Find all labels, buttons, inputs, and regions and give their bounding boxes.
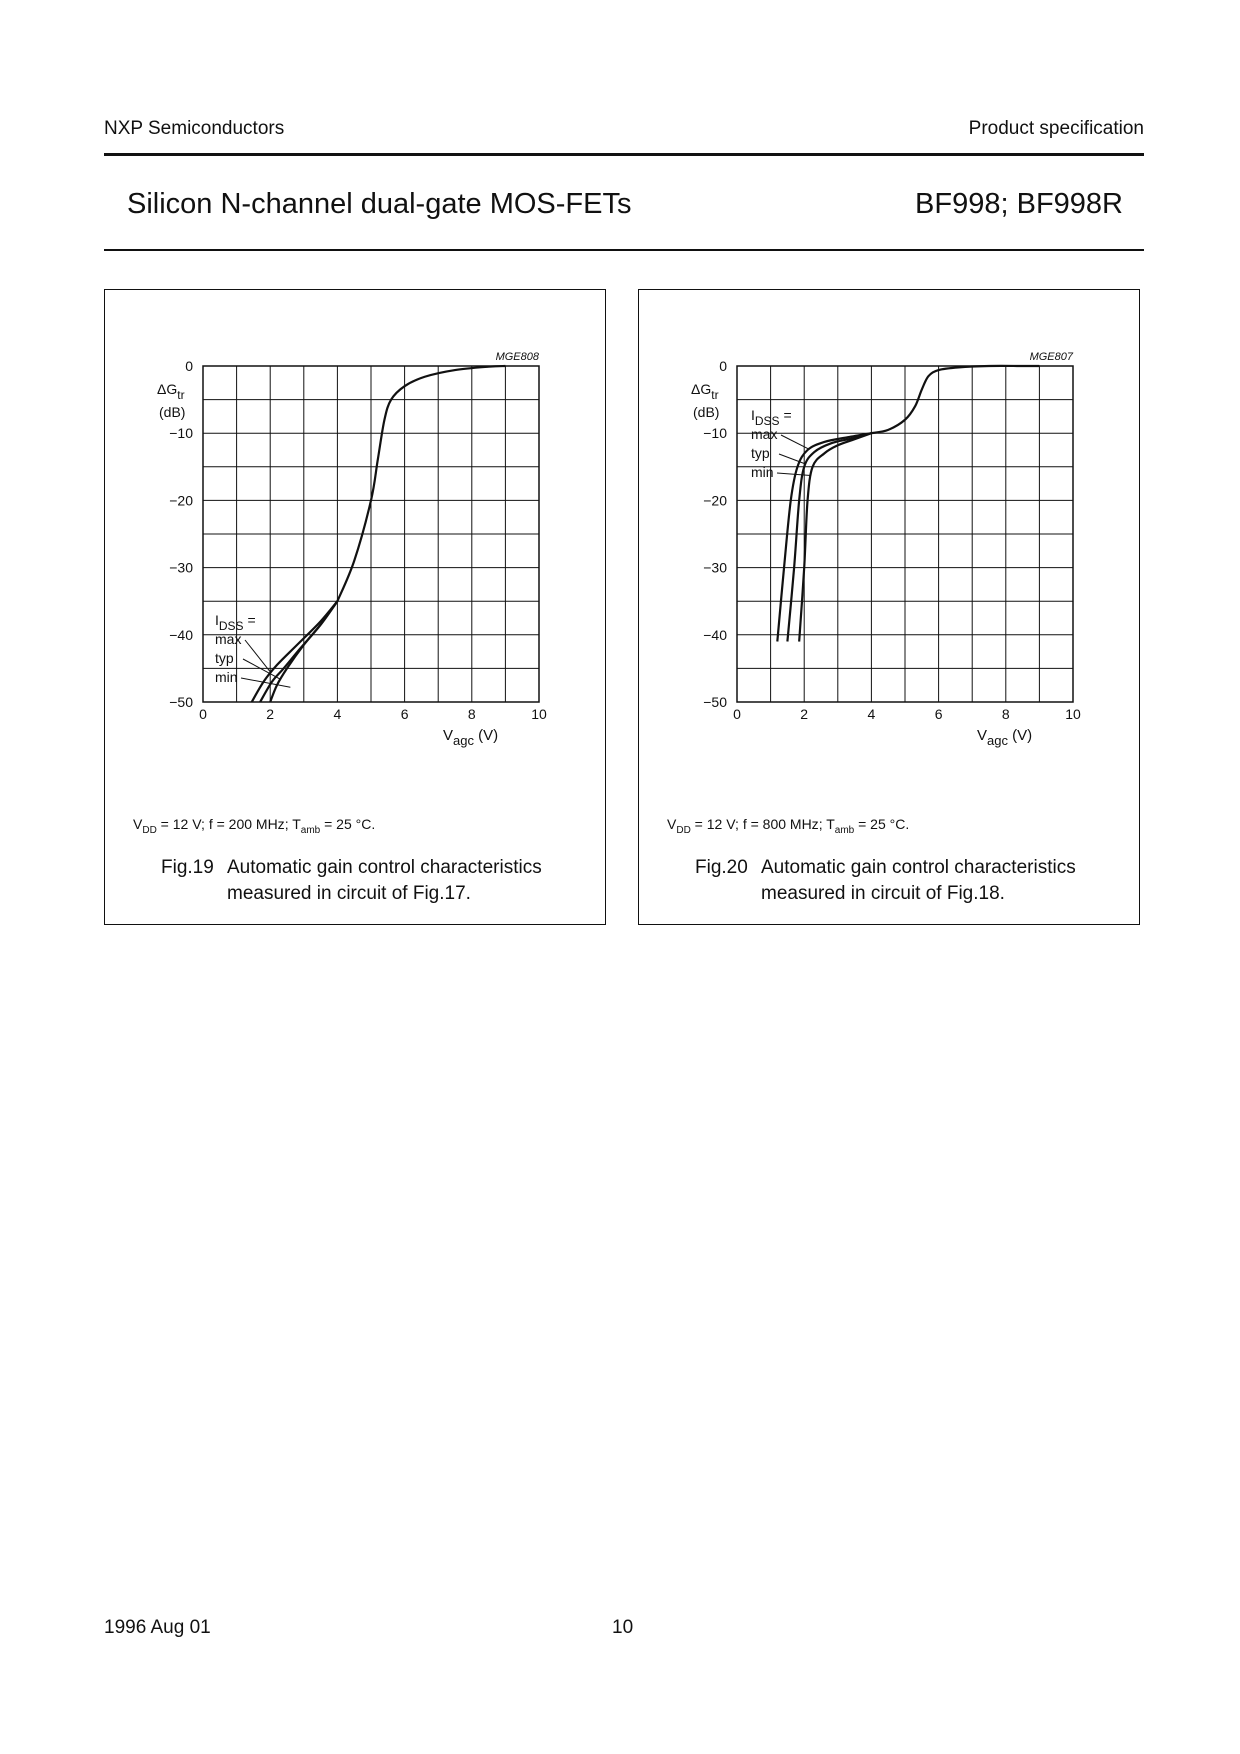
y-tick-label: −40 bbox=[169, 626, 193, 643]
caption-line-2: measured in circuit of Fig.18. bbox=[761, 883, 1005, 904]
x-tick-label: 2 bbox=[266, 706, 275, 722]
chart-fig20 bbox=[639, 290, 1139, 790]
y-tick-label: −50 bbox=[703, 694, 727, 710]
x-tick-label: 10 bbox=[1065, 706, 1081, 722]
y-tick-label: −30 bbox=[169, 559, 193, 576]
x-tick-label: 4 bbox=[333, 706, 342, 722]
header-rule bbox=[104, 153, 1144, 156]
figure-code: MGE808 bbox=[495, 351, 539, 363]
caption-line-2: measured in circuit of Fig.17. bbox=[227, 883, 471, 904]
x-axis-label: Vagc (V) bbox=[443, 727, 499, 748]
figure-code: MGE807 bbox=[1029, 351, 1073, 363]
caption-line-1: Automatic gain control characteristics bbox=[761, 857, 1076, 878]
leader-line-max bbox=[781, 435, 809, 449]
y-axis-unit: (dB) bbox=[693, 404, 720, 420]
part-numbers: BF998; BF998R bbox=[915, 188, 1123, 220]
x-tick-label: 0 bbox=[199, 706, 207, 722]
x-tick-label: 10 bbox=[531, 706, 547, 722]
y-tick-label: 0 bbox=[719, 358, 727, 374]
figure-conditions: $V_{DD} = 12$ V; f = 200 MHz; $T_{amb} = 25$ °C. bbox=[133, 816, 376, 836]
x-tick-label: 8 bbox=[467, 706, 476, 722]
y-tick-label: −10 bbox=[169, 425, 193, 442]
x-tick-label: 4 bbox=[867, 706, 876, 722]
idss-legend-title: IDSS = bbox=[751, 407, 792, 428]
y-tick-label: −10 bbox=[703, 425, 727, 442]
series-label-min: min bbox=[751, 464, 774, 480]
series-line-common bbox=[337, 366, 505, 601]
x-tick-label: 8 bbox=[1001, 706, 1010, 722]
series-line-max bbox=[252, 601, 338, 702]
figure-20 bbox=[638, 289, 1140, 925]
company-name: NXP Semiconductors bbox=[104, 118, 285, 139]
title-rule bbox=[104, 249, 1144, 251]
figure-number: Fig.20 bbox=[695, 857, 748, 878]
page-number: 10 bbox=[612, 1617, 634, 1638]
y-tick-label: −30 bbox=[703, 559, 727, 576]
series-label-typ: typ bbox=[215, 650, 234, 666]
figure-conditions: $V_{DD} = 12$ V; f = 800 MHz; $T_{amb} = 25$ °C. bbox=[667, 816, 910, 836]
idss-legend-title: IDSS = bbox=[215, 612, 256, 633]
y-axis-label: ΔGtr bbox=[157, 381, 185, 402]
x-axis-label: Vagc (V) bbox=[977, 727, 1033, 748]
y-tick-label: −20 bbox=[169, 492, 193, 509]
chart-fig19 bbox=[105, 290, 605, 790]
y-tick-label: 0 bbox=[185, 358, 193, 374]
x-tick-label: 2 bbox=[800, 706, 809, 722]
figure-number: Fig.19 bbox=[161, 857, 214, 878]
document-title: Silicon N-channel dual-gate MOS-FETs bbox=[127, 188, 632, 220]
x-tick-label: 6 bbox=[934, 706, 943, 722]
y-tick-label: −40 bbox=[703, 626, 727, 643]
series-line-min bbox=[799, 433, 871, 641]
x-tick-label: 6 bbox=[400, 706, 409, 722]
series-label-max: max bbox=[751, 426, 778, 442]
y-axis-unit: (dB) bbox=[159, 404, 186, 420]
series-line-typ bbox=[787, 433, 871, 641]
y-tick-label: −50 bbox=[169, 694, 193, 710]
series-label-min: min bbox=[215, 669, 238, 685]
document-type: Product specification bbox=[968, 118, 1144, 139]
y-axis-label: ΔGtr bbox=[691, 381, 719, 402]
figure-19 bbox=[104, 289, 606, 925]
caption-line-1: Automatic gain control characteristics bbox=[227, 857, 542, 878]
x-tick-label: 0 bbox=[733, 706, 741, 722]
series-line-max bbox=[777, 433, 871, 641]
series-label-typ: typ bbox=[751, 445, 770, 461]
y-tick-label: −20 bbox=[703, 492, 727, 509]
footer-date: 1996 Aug 01 bbox=[104, 1617, 211, 1638]
series-label-max: max bbox=[215, 631, 242, 647]
leader-line-min bbox=[777, 473, 811, 476]
